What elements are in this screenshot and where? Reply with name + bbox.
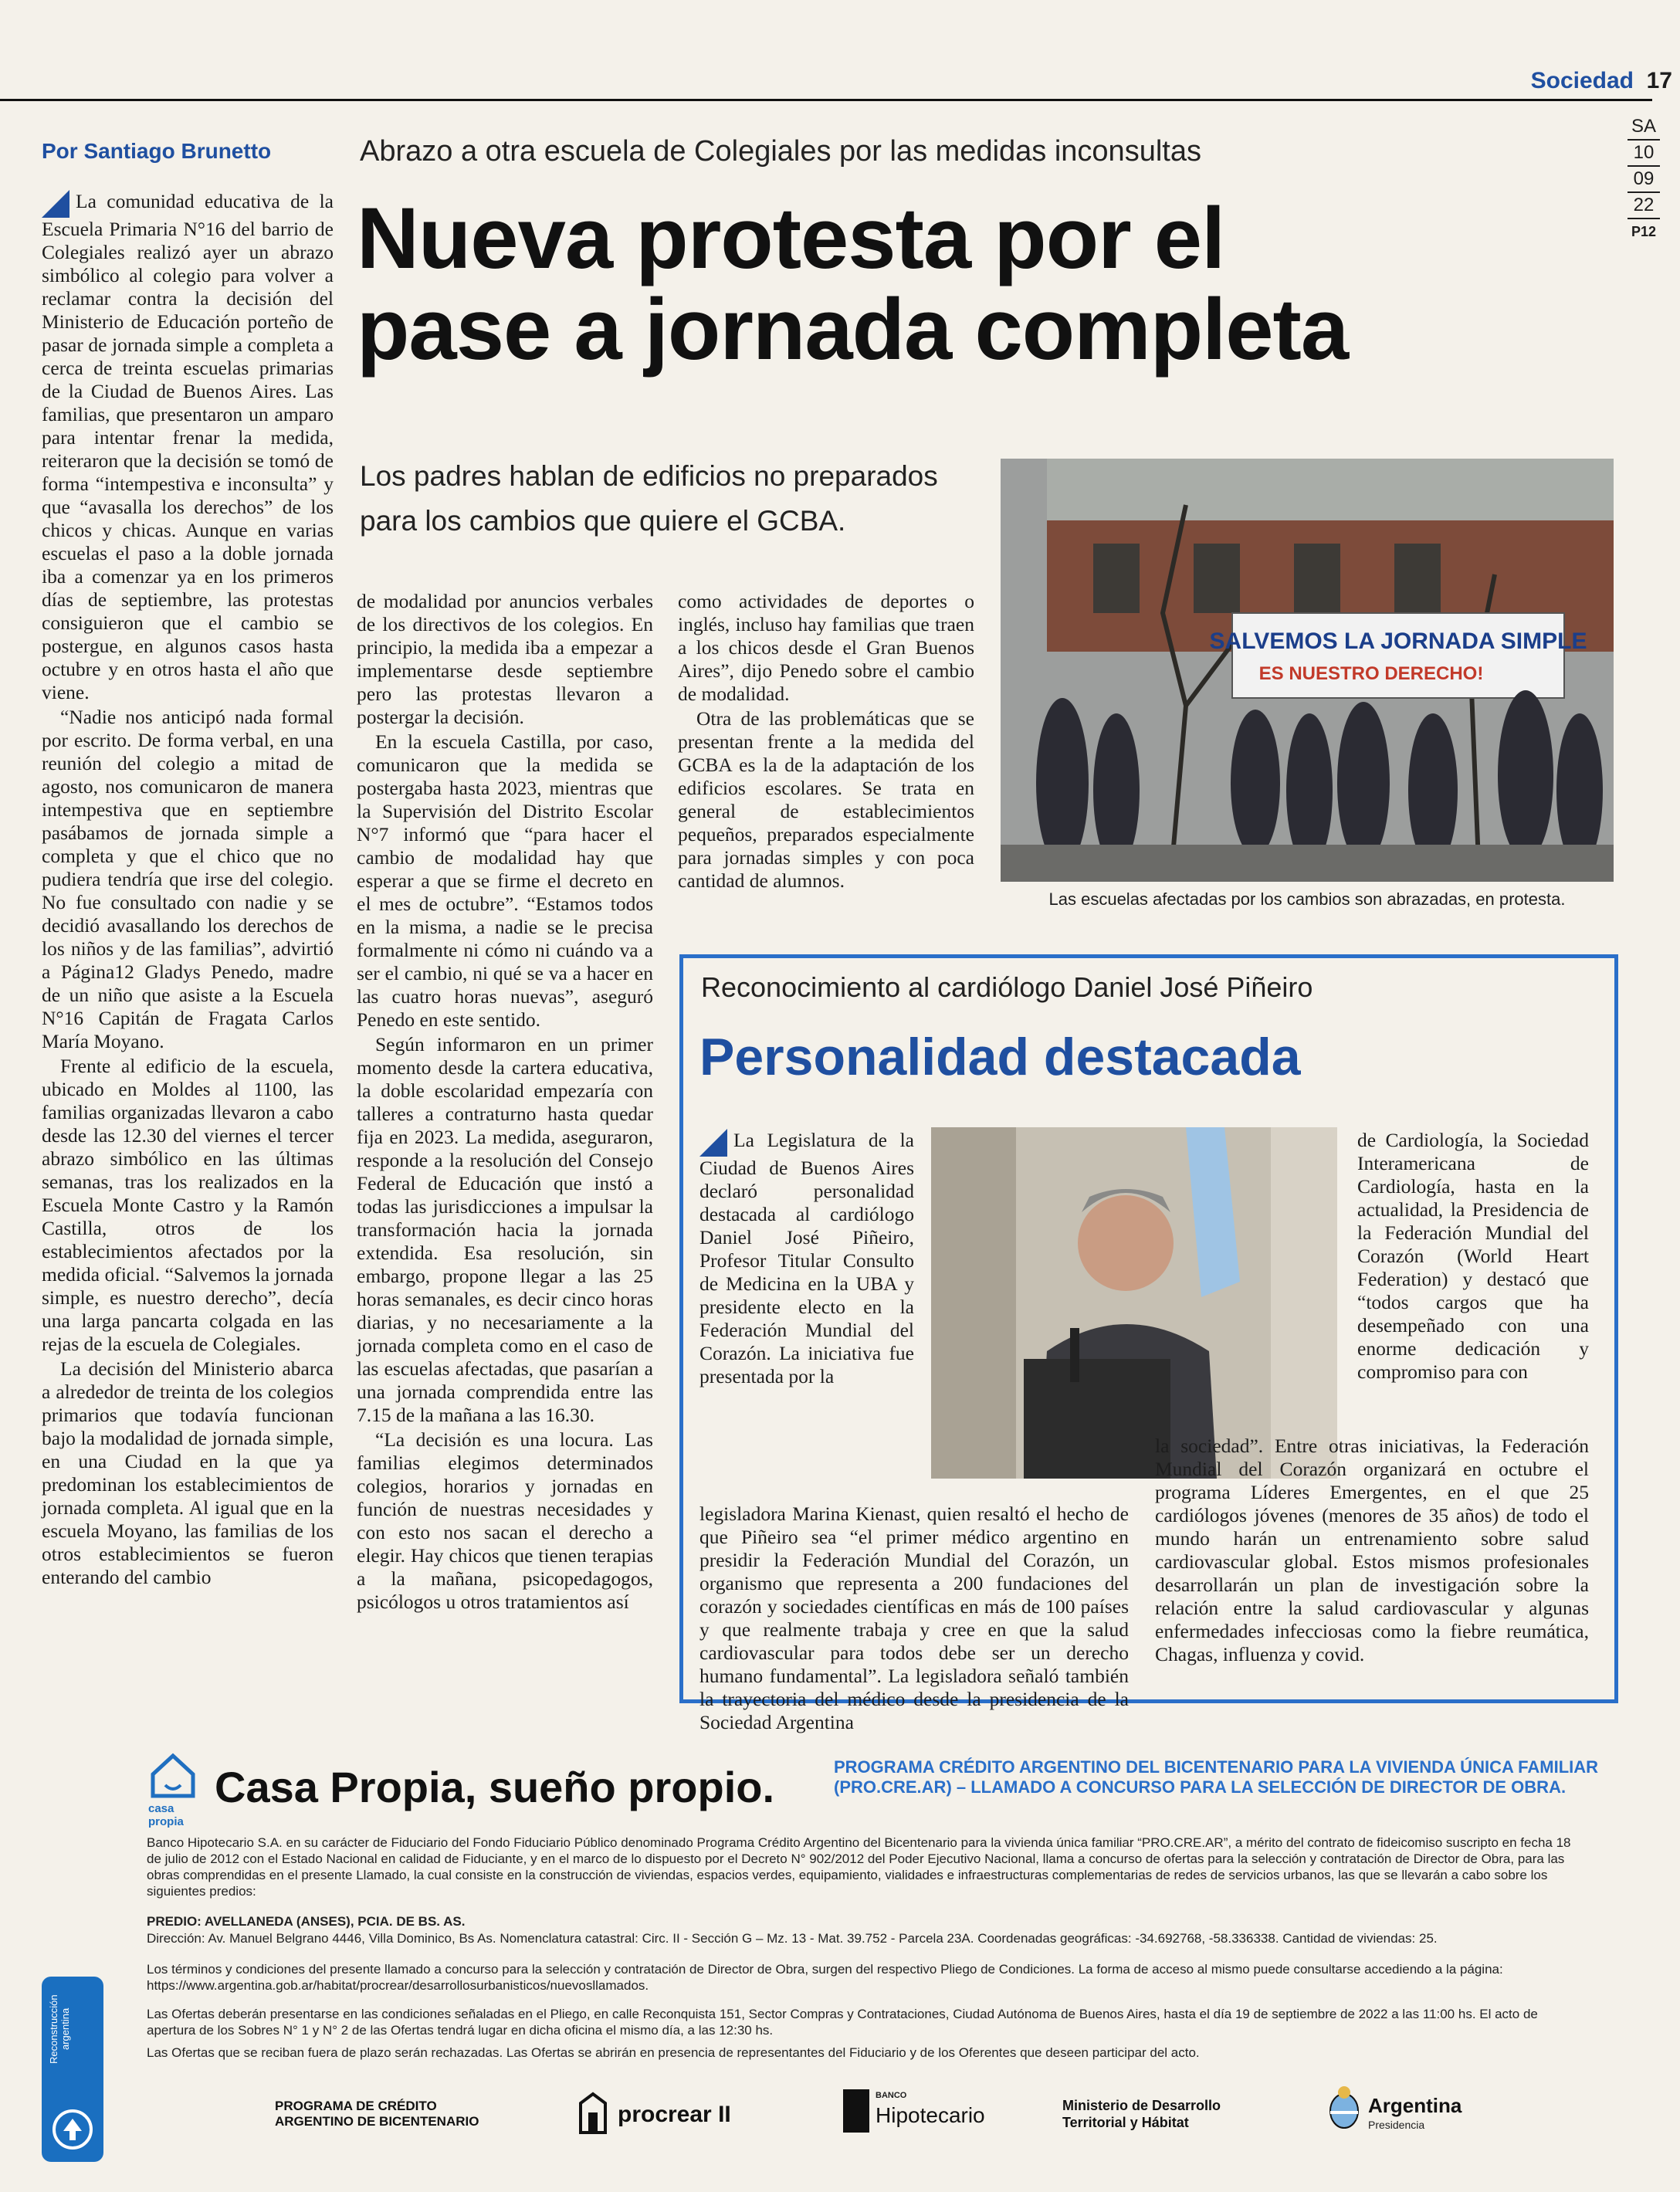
paragraph: de modalidad por anuncios verbales de los directivos de los colegios. En principio, la medida iba a empezar a implementarse desde septiembre pero las protestas llevaron a postergar la decisión. xyxy=(357,590,653,728)
box-title: Personalidad destacada xyxy=(699,1028,1301,1086)
box-column-right xyxy=(1357,1129,1589,1385)
paragraph: La comunidad educativa de la Escuela Primaria N°16 del barrio de Colegiales realizó ayer un abrazo simbólico al colegio para volver a reclamar contra la decisión del Ministerio de Educación porteño de pasar de jornada simple a completa a cerca de treinta escuelas primarias de la Ciudad de Buenos Aires. Las familias, que presentaron un amparo para intentar frenar la medida, reiteraron que la decisión se tomó de forma “intempestiva e inconsulta” y que “avasalla los derechos” de los chicos y chicas. Aunque en varias escuelas el paso a la doble jornada iba a comenzar ya en los primeros días de septiembre, las protestas consiguieron que el cambio se postergue, en algunos casos hasta octubre y en otros hasta el año que viene. xyxy=(42,190,334,703)
paragraph: la sociedad”. Entre otras iniciativas, la Federación Mundial del Corazón organizará en octubre el programa Líderes Emergentes, en el que 25 cardiólogos jóvenes (menores de 35 años) de todo el mundo harán un entrenamiento sobre salud cardiovascular global. Estos mismos profesionales desarrollarán un plan de investigación sobre la relación entre la salud cardiovascular y algunas enfermedades infecciosas como la fiebre reumática, Chagas, influenza y covid. xyxy=(1155,1435,1589,1665)
cardiologist-photo xyxy=(931,1127,1337,1479)
date-yy: 22 xyxy=(1628,193,1660,219)
section-name: Sociedad xyxy=(1530,68,1634,93)
headline-line-2: pase a jornada completa xyxy=(357,281,1349,378)
box-kicker: Reconocimiento al cardiólogo Daniel José Piñeiro xyxy=(701,971,1313,1003)
casa-propia-logo-label: casa propia xyxy=(148,1802,184,1828)
up-arrow-icon xyxy=(51,2108,94,2151)
programa-credito-logo xyxy=(275,2099,479,2129)
house-logo-icon xyxy=(148,1751,198,1801)
procrear-logo-icon xyxy=(578,2089,608,2136)
coat-of-arms-icon xyxy=(1326,2085,1362,2131)
byline: Por Santiago Brunetto xyxy=(42,139,272,163)
ad-predio: PREDIO: AVELLANEDA (ANSES), PCIA. DE BS. AS. xyxy=(147,1914,466,1929)
procrear-logo: procrear II xyxy=(618,2102,731,2127)
date-dd: 10 xyxy=(1628,141,1660,167)
speaker-illustration xyxy=(931,1127,1337,1479)
headline-line-1: Nueva protesta por el xyxy=(357,190,1225,286)
paragraph: de Cardiología, la Sociedad Interamericana de Cardiología, hasta en la actualidad, la Presidencia de la Federación Mundial del Corazón (World Heart Federation) y destacó que “todos cargos que ha desempeñado con una enorme dedicación y compromiso para con xyxy=(1357,1129,1589,1383)
ad-title: Casa Propia, sueño propio. xyxy=(215,1763,775,1811)
date-mm: 09 xyxy=(1628,167,1660,193)
paragraph: Frente al edificio de la escuela, ubicado en Moldes al 1100, las familias organizadas llevaron a cabo desde las 12.30 del viernes el tercer abrazo simbólico en las últimas semanas, tras los realizados en la Escuela Monte Castro y la Ramón Castilla, otros de los establecimientos afectados por la medida oficial. “Salvemos la jornada simple, es nuestro derecho”, decía una larga pancarta colgada en las rejas de la escuela de Colegiales. xyxy=(42,1055,334,1355)
programa-line-1: PROGRAMA DE CRÉDITO xyxy=(275,2099,437,2113)
article-column-1 xyxy=(42,190,334,1591)
paragraph: Según informaron en un primer momento desde la cartera educativa, la doble escolaridad empezaría con talleres a contraturno hasta quedar fija en 2023. La medida, aseguraron, responde a la resolución del Consejo Federal de Educación que instó a todas las jurisdicciones a impulsar la transformación hacia la jornada extendida. Esa resolución, sin embargo, propone llegar a las 25 horas semanales, es decir cinco horas diarias, y no necesariamente a la jornada completa como en el caso de las escuelas afectadas, que pasarían a una jornada comprendida entre las 7.15 de la mañana a las 16.30. xyxy=(357,1033,653,1426)
presidencia-label: Presidencia xyxy=(1368,2119,1425,2131)
sidebar-text: Reconstrucción argentina xyxy=(48,1994,71,2064)
protest-photo xyxy=(1001,459,1614,882)
banco-hipotecario-logo: Hipotecario xyxy=(876,2103,985,2127)
subhead-line-1: Los padres hablan de edificios no preparados xyxy=(360,460,938,492)
paragraph: La Legislatura de la Ciudad de Buenos Aires declaró personalidad destacada al cardiólogo Daniel José Piñeiro, Profesor Titular Consulto de Medicina en la UBA y presidente electo en la Federación Mundial del Corazón. La iniciativa fue presentada por la xyxy=(699,1129,914,1387)
ad-terminos: Los términos y condiciones del presente llamado a concurso para la selección y contratación de Director de Obra, surgen del respectivo Pliego de Condiciones. La forma de acceso al mismo puede consultarse accediendo a la página: https://www.argentina.gob.ar/habitat/procrear/desarrollosurbanisticos/nuevosllamados. xyxy=(147,1962,1503,1993)
ad-direccion: Dirección: Av. Manuel Belgrano 4446, Villa Dominico, Bs As. Nomenclatura catastral: Circ. II - Sección G – Mz. 13 - Mat. 39.752 - Parcela 23A. Coordenadas geográficas: -34.692768, -58.336338. Cantidad de viviendas: 25. xyxy=(147,1931,1438,1946)
ministerio-logo xyxy=(1062,2097,1221,2131)
banco-small-label: BANCO xyxy=(876,2091,907,2100)
paragraph: “La decisión es una locura. Las familias elegimos determinados colegios, horarios y jornadas en función de nuestras necesidades y con esto nos sacan el derecho a elegir. Hay chicos que tienen terapias a la mañana, psicopedagogos, psicólogos u otros tratamientos así xyxy=(357,1428,653,1613)
paragraph: La decisión del Ministerio abarca a alrededor de treinta de los colegios primarios que todavía funcionan bajo la modalidad de jornada simple, en una Ciudad en la que ya predominan los establecimientos de jornada completa. Al igual que en la escuela Moyano, las familias de los otros establecimientos se fueron enterando del cambio xyxy=(42,1357,334,1588)
ad-rechazo: Las Ofertas que se reciban fuera de plazo serán rechazadas. Las Ofertas se abrirán en presencia de representantes del Fiduciario y de los Oferentes que deseen participar del acto. xyxy=(147,2045,1200,2060)
subhead-line-2: para los cambios que quiere el GCBA. xyxy=(360,505,846,537)
date-box xyxy=(1628,114,1660,244)
ad-sidebar xyxy=(42,1977,103,2162)
article-column-2 xyxy=(357,590,653,1615)
ad-ofertas: Las Ofertas deberán presentarse en las condiciones señaladas en el Pliego, en calle Reconquista 151, Sector Compras y Contrataciones, Ciudad Autónoma de Buenos Aires, hasta el día 19 de septiembre de 2022 a las 11:00 hs. El acto de apertura de los Sobres N° 1 y N° 2 de las Ofertas tendrá lugar en dicha oficina el mismo día, a las 12:30 hs. xyxy=(147,2007,1538,2038)
subhead xyxy=(360,454,993,544)
banner-line-1: SALVEMOS LA JORNADA SIMPLE xyxy=(1209,628,1587,654)
paragraph: “Nadie nos anticipó nada formal por escrito. De forma verbal, en una reunión del colegio a mitad de agosto, nos comunicaron de manera intempestiva que en septiembre pasábamos de jornada simple a completa y que el chico que no pudiera tendría que irse del colegio. No fue consultado con nadie y se decidió avasallando los derechos de los niños y de las familias”, advirtió a Página12 Gladys Penedo, madre de un niño que asiste a la Escuela N°16 Capitán de Fragata Carlos María Moyano. xyxy=(42,706,334,1052)
box-column-left xyxy=(699,1129,914,1390)
drop-mark-icon xyxy=(42,190,69,218)
ministerio-line-2: Territorial y Hábitat xyxy=(1062,2115,1189,2130)
ad-program: PROGRAMA CRÉDITO ARGENTINO DEL BICENTENARIO PARA LA VIVIENDA ÚNICA FAMILIAR (PRO.CRE.AR) – LLAMADO A CONCURSO PARA LA SELECCIÓN DE DIRECTOR DE OBRA. xyxy=(834,1757,1599,1797)
paragraph: En la escuela Castilla, por caso, comunicaron que la medida se postergaba hasta 2023, mientras que la Supervisión del Distrito Escolar N°7 informó que “para hacer el cambio de modalidad hay que esperar a que se firme el decreto en el mes de octubre”. “Estamos todos en la misma, a nadie se le precisa formalmente ni cómo ni cuándo va a ser el cambio, ni qué se va a hacer en las cuatro horas nuevas”, aseguró Penedo en este sentido. xyxy=(357,730,653,1031)
programa-line-2: ARGENTINO DE BICENTENARIO xyxy=(275,2114,479,2129)
photo-caption: Las escuelas afectadas por los cambios son abrazadas, en protesta. xyxy=(1048,889,1566,909)
box-bottom-right xyxy=(1155,1435,1589,1668)
box-bottom-left xyxy=(699,1503,1129,1736)
paragraph: Otra de las problemáticas que se presentan frente a la medida del GCBA es la de la adaptación de los edificios escolares. Se trata en general de establecimientos pequeños, preparados especialmente para jornadas simples y con poca cantidad de alumnos. xyxy=(678,707,974,892)
paragraph: como actividades de deportes o inglés, incluso hay familias que traen a los chicos desde el Gran Buenos Aires”, dijo Penedo sobre el cambio de modalidad. xyxy=(678,590,974,705)
paragraph: legisladora Marina Kienast, quien resaltó el hecho de que Piñeiro sea “el primer médico argentino en presidir la Federación Mundial del Corazón, un organismo que representa a 200 fundaciones del corazón y sociedades científicas en más de 100 países y que realmente trabaja y cree en que la salud cardiovascular para todos debe ser un derecho humano fundamental”. La legisladora señaló también la trayectoria del médico desde la presidencia de la Sociedad Argentina xyxy=(699,1503,1129,1733)
ministerio-line-1: Ministerio de Desarrollo xyxy=(1062,2098,1221,2113)
ad-intro: Banco Hipotecario S.A. en su carácter de Fiduciario del Fondo Fiduciario Público denominado Programa Crédito Argentino del Bicentenario para la vivienda única familiar “PRO.CRE.AR”, a mérito del contrato de fideicomiso suscripto en fecha 18 de julio de 2012 con el Estado Nacional en calidad de Fiduciante, y en el marco de lo dispuesto por el Decreto N° 902/2012 del Poder Ejecutivo Nacional, llama a concurso de ofertas para la selección y contratación de Director de Obra, para las obras comprendidas en el presente Llamado, la cual consiste en la construcción de viviendas, espacios verdes, equipamiento, vialidades e infraestructuras complementarias de redes de servicios urbanos, las que se llevarán a cabo sobre los siguientes predios: xyxy=(147,1835,1571,1899)
header-rule xyxy=(0,99,1652,101)
protest-scene-illustration xyxy=(1001,459,1614,882)
page-number: 17 xyxy=(1646,68,1672,93)
banner-line-2: ES NUESTRO DERECHO! xyxy=(1258,663,1484,684)
argentina-logo: Argentina xyxy=(1368,2094,1462,2117)
banco-logo-icon xyxy=(843,2089,869,2133)
article-kicker: Abrazo a otra escuela de Colegiales por las medidas inconsultas xyxy=(360,135,1201,168)
article-column-3 xyxy=(678,590,974,894)
drop-mark-icon xyxy=(699,1129,727,1157)
date-day: SA xyxy=(1628,114,1660,141)
headline xyxy=(357,190,1607,378)
newspaper-mark: P12 xyxy=(1631,224,1657,239)
